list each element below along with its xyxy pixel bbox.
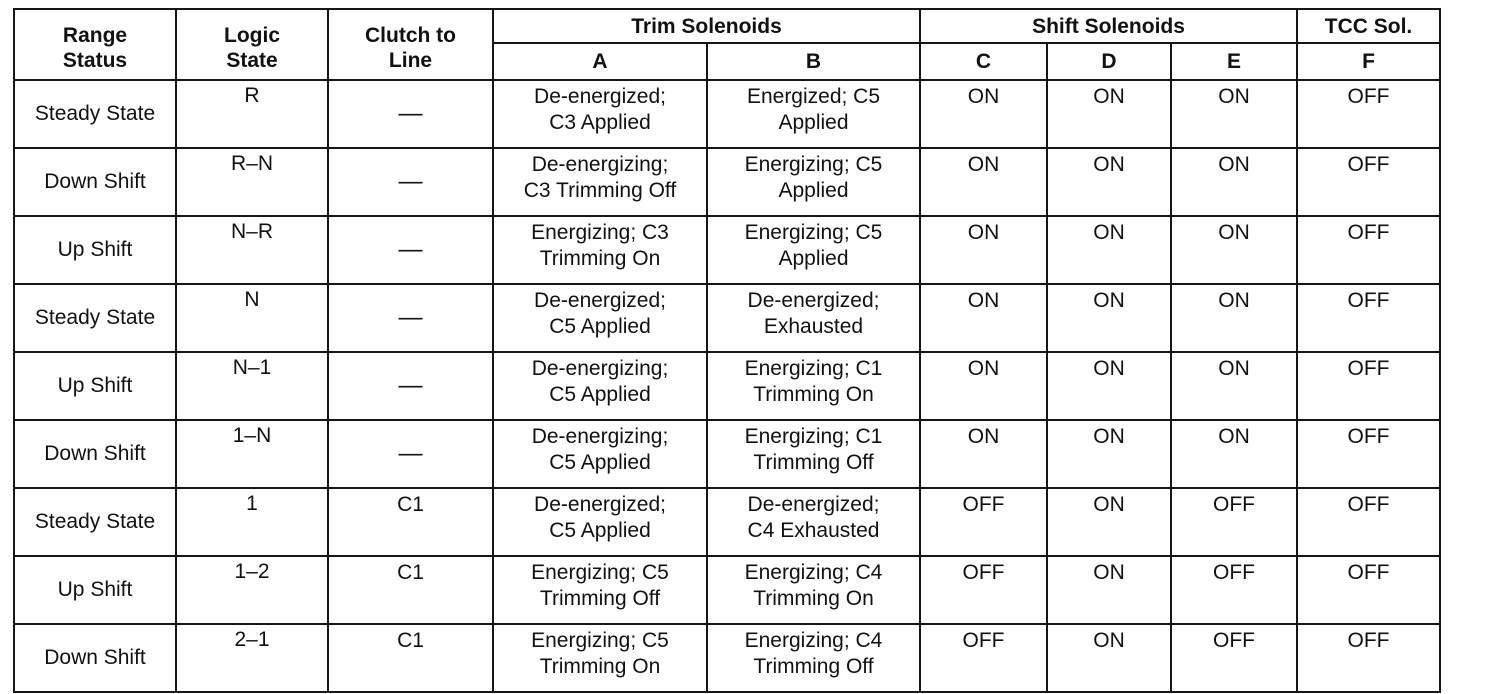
shift-solenoid-d-cell: ON [1047,488,1171,556]
shift-solenoid-c-cell: ON [920,284,1047,352]
shift-solenoid-e-cell: OFF [1171,556,1297,624]
trim-solenoid-a-cell-line-2: C5 Applied [549,451,651,474]
header-tcc-sol: TCC Sol. [1297,9,1440,43]
table-row [14,216,1440,284]
trim-solenoid-b-cell [707,216,920,284]
logic-state-cell: R [176,80,328,148]
shift-solenoid-e-cell: ON [1171,284,1297,352]
table-body [14,80,1440,692]
header-shift-solenoids: Shift Solenoids [920,9,1297,43]
table-row [14,352,1440,420]
header-sub-d: D [1047,43,1171,80]
clutch-to-line-cell: — [328,284,493,352]
header-sub-b: B [707,43,920,80]
trim-solenoid-a-cell-line-1: De-energized; [534,493,666,516]
trim-solenoid-a-cell-line-1: Energizing; C3 [531,221,669,244]
trim-solenoid-b-cell-line-2: Applied [778,179,849,202]
shift-solenoid-e-cell: OFF [1171,488,1297,556]
header-range-status [14,9,176,80]
tcc-solenoid-f-cell: OFF [1297,216,1440,284]
header-clutch-to-line-word-1: Clutch to [365,23,456,47]
trim-solenoid-b-cell-line-1: Energized; C5 [746,85,881,108]
range-status-cell: Steady State [14,488,176,556]
trim-solenoid-b-cell [707,148,920,216]
range-status-cell: Down Shift [14,148,176,216]
trim-solenoid-b-cell-line-2: Applied [778,111,849,134]
logic-state-cell: N–R [176,216,328,284]
shift-solenoid-c-cell: ON [920,420,1047,488]
logic-state-cell: R–N [176,148,328,216]
header-clutch-to-line [328,9,493,80]
table-row [14,556,1440,624]
range-status-cell: Steady State [14,284,176,352]
trim-solenoid-b-cell-line-2: Trimming Off [753,451,874,474]
trim-solenoid-b-cell-line-1: De-energized; [747,493,880,516]
shift-solenoid-e-cell: ON [1171,420,1297,488]
shift-solenoid-d-cell: ON [1047,624,1171,692]
shift-solenoid-d-cell: ON [1047,352,1171,420]
shift-solenoid-c-cell: ON [920,352,1047,420]
shift-solenoid-d-cell: ON [1047,284,1171,352]
tcc-solenoid-f-cell: OFF [1297,284,1440,352]
range-status-cell: Steady State [14,80,176,148]
table-row [14,420,1440,488]
trim-solenoid-b-cell [707,420,920,488]
clutch-to-line-cell: — [328,420,493,488]
trim-solenoid-a-cell [493,556,707,624]
clutch-to-line-cell: — [328,352,493,420]
trim-solenoid-a-cell [493,420,707,488]
logic-state-cell: 1 [176,488,328,556]
shift-solenoid-e-cell: OFF [1171,624,1297,692]
table-row [14,284,1440,352]
shift-solenoid-c-cell: ON [920,80,1047,148]
header-range-status-word-2: Status [62,48,128,72]
trim-solenoid-a-cell [493,148,707,216]
table-row [14,624,1440,692]
shift-solenoid-d-cell: ON [1047,80,1171,148]
shift-solenoid-e-cell: ON [1171,216,1297,284]
trim-solenoid-a-cell [493,488,707,556]
logic-state-cell: 2–1 [176,624,328,692]
trim-solenoid-a-cell-line-2: Trimming On [539,655,661,678]
clutch-to-line-cell: C1 [328,624,493,692]
tcc-solenoid-f-cell: OFF [1297,624,1440,692]
header-range-status-word-1: Range [62,23,128,47]
trim-solenoid-b-cell-line-2: Trimming On [753,587,874,610]
trim-solenoid-b-cell-line-1: Energizing; C5 [744,221,883,244]
header-logic-state [176,9,328,80]
trim-solenoid-a-cell [493,352,707,420]
trim-solenoid-b-cell-line-2: C4 Exhausted [747,519,880,542]
shift-solenoid-c-cell: OFF [920,624,1047,692]
trim-solenoid-a-cell [493,80,707,148]
logic-state-cell: 1–N [176,420,328,488]
header-logic-state-word-1: Logic [224,23,280,47]
trim-solenoid-b-cell-line-1: Energizing; C4 [744,629,883,652]
tcc-solenoid-f-cell: OFF [1297,352,1440,420]
trim-solenoid-a-cell [493,284,707,352]
trim-solenoid-b-cell-line-1: Energizing; C1 [744,425,883,448]
trim-solenoid-b-cell-line-2: Trimming Off [753,655,874,678]
trim-solenoid-b-cell-line-2: Applied [778,247,849,270]
trim-solenoid-b-cell [707,284,920,352]
shift-solenoid-c-cell: OFF [920,488,1047,556]
trim-solenoid-a-cell-line-1: Energizing; C5 [531,629,669,652]
trim-solenoid-a-cell-line-2: C3 Applied [549,111,651,134]
shift-solenoid-d-cell: ON [1047,420,1171,488]
clutch-to-line-cell: — [328,80,493,148]
clutch-to-line-cell: — [328,148,493,216]
tcc-solenoid-f-cell: OFF [1297,420,1440,488]
logic-state-cell: N [176,284,328,352]
table-row [14,148,1440,216]
range-status-cell: Down Shift [14,420,176,488]
tcc-solenoid-f-cell: OFF [1297,488,1440,556]
trim-solenoid-b-cell [707,556,920,624]
header-sub-e: E [1171,43,1297,80]
trim-solenoid-b-cell-line-1: Energizing; C1 [744,357,883,380]
trim-solenoid-b-cell-line-1: De-energized; [747,289,880,312]
trim-solenoid-a-cell-line-1: Energizing; C5 [531,561,669,584]
shift-solenoid-c-cell: OFF [920,556,1047,624]
table-row [14,488,1440,556]
trim-solenoid-a-cell-line-1: De-energized; [534,85,666,108]
shift-solenoid-e-cell: ON [1171,352,1297,420]
tcc-solenoid-f-cell: OFF [1297,148,1440,216]
clutch-to-line-cell: C1 [328,556,493,624]
logic-state-cell: N–1 [176,352,328,420]
clutch-to-line-cell: — [328,216,493,284]
shift-solenoid-e-cell: ON [1171,80,1297,148]
trim-solenoid-b-cell-line-1: Energizing; C5 [744,153,883,176]
trim-solenoid-b-cell [707,624,920,692]
shift-solenoid-d-cell: ON [1047,148,1171,216]
header-clutch-to-line-word-2: Line [388,48,433,72]
header-sub-f: F [1297,43,1440,80]
trim-solenoid-a-cell [493,624,707,692]
clutch-to-line-cell: C1 [328,488,493,556]
range-status-cell: Down Shift [14,624,176,692]
trim-solenoid-a-cell [493,216,707,284]
header-sub-a: A [493,43,707,80]
range-status-cell: Up Shift [14,352,176,420]
shift-solenoid-e-cell: ON [1171,148,1297,216]
trim-solenoid-a-cell-line-2: C5 Applied [549,315,651,338]
trim-solenoid-b-cell-line-2: Exhausted [763,315,864,338]
trim-solenoid-b-cell [707,80,920,148]
header-logic-state-word-2: State [226,48,278,72]
shift-solenoid-c-cell: ON [920,148,1047,216]
header-sub-c: C [920,43,1047,80]
trim-solenoid-a-cell-line-1: De-energizing; [531,153,669,176]
shift-solenoid-c-cell: ON [920,216,1047,284]
trim-solenoid-a-cell-line-1: De-energizing; [531,425,669,448]
trim-solenoid-a-cell-line-2: Trimming Off [539,587,661,610]
shift-solenoid-d-cell: ON [1047,216,1171,284]
logic-state-cell: 1–2 [176,556,328,624]
trim-solenoid-b-cell-line-1: Energizing; C4 [744,561,883,584]
trim-solenoid-a-cell-line-1: De-energizing; [531,357,669,380]
trim-solenoid-a-cell-line-2: C3 Trimming Off [523,179,677,202]
shift-solenoid-d-cell: ON [1047,556,1171,624]
trim-solenoid-b-cell [707,488,920,556]
range-status-cell: Up Shift [14,216,176,284]
trim-solenoid-a-cell-line-2: C5 Applied [549,383,651,406]
trim-solenoid-a-cell-line-2: Trimming On [539,247,661,270]
solenoid-logic-table [13,8,1441,693]
table-row [14,80,1440,148]
range-status-cell: Up Shift [14,556,176,624]
header-trim-solenoids: Trim Solenoids [493,9,920,43]
tcc-solenoid-f-cell: OFF [1297,556,1440,624]
tcc-solenoid-f-cell: OFF [1297,80,1440,148]
trim-solenoid-b-cell-line-2: Trimming On [753,383,874,406]
trim-solenoid-a-cell-line-2: C5 Applied [549,519,651,542]
trim-solenoid-b-cell [707,352,920,420]
trim-solenoid-a-cell-line-1: De-energized; [534,289,666,312]
